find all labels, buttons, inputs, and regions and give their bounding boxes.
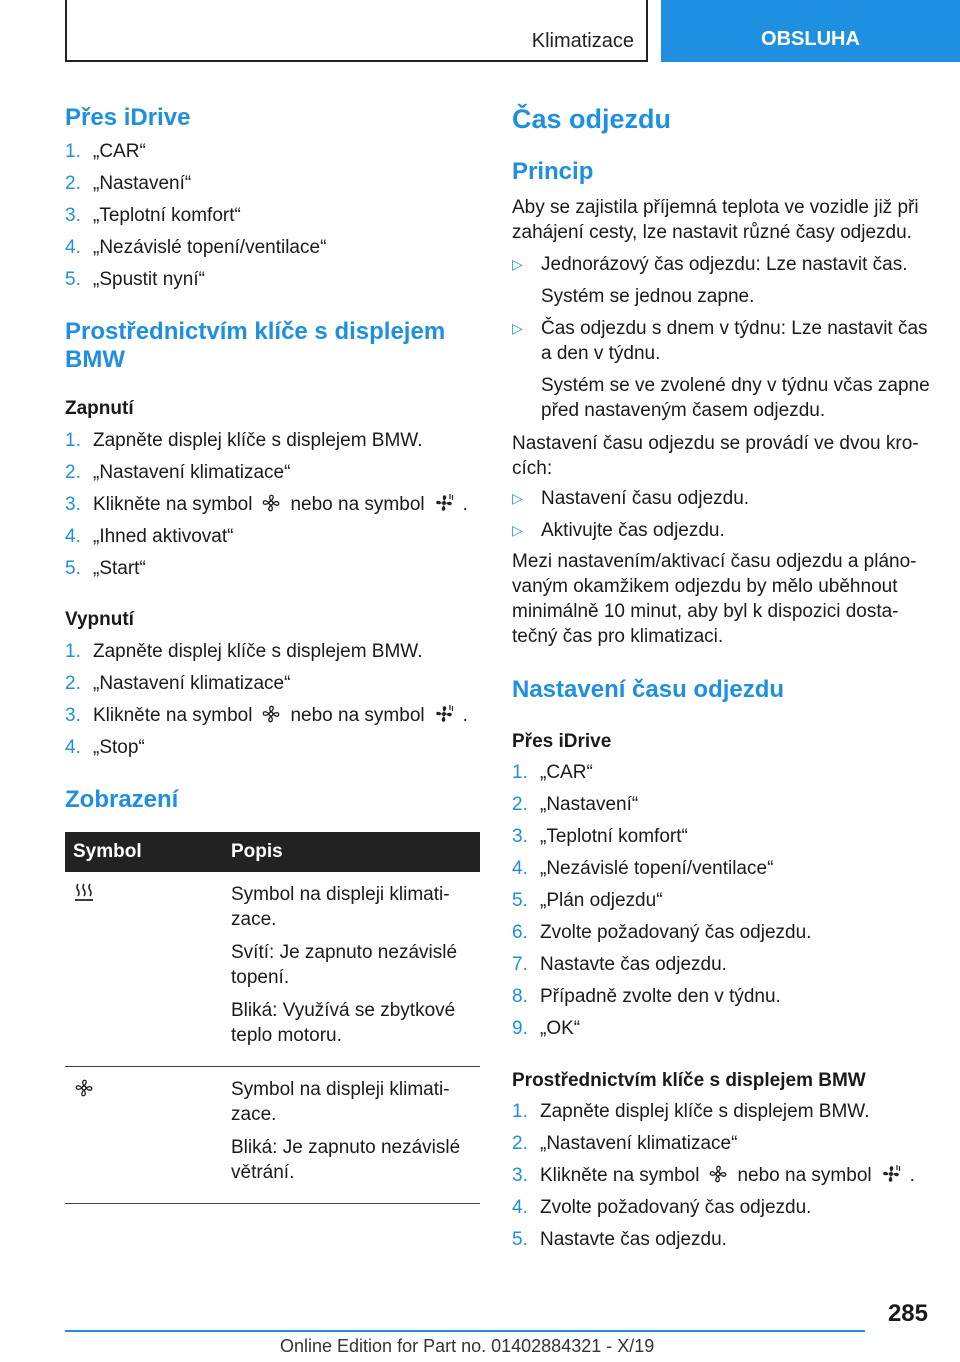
step-number: 4. (65, 526, 81, 547)
list-item (65, 136, 480, 168)
list-item (65, 457, 480, 489)
list-item (65, 553, 480, 585)
left-h-key: Prostřednictvím klíče s displejem BMW (65, 318, 446, 373)
step-number: 3. (512, 826, 528, 847)
fan-icon (73, 1077, 95, 1099)
step-text: Zvolte požadovaný čas odjezdu. (540, 922, 812, 943)
list-item: ▷ Čas odjezdu s dnem v týdnu: Lze nastavit čas a den v týdnu. Systém se ve zvolené dny v týdnu včas zapne před nastaveným časem odjezdu. (512, 318, 930, 421)
triangle-icon: ▷ (512, 490, 523, 506)
row1-line3: Bliká: Využívá se zbytkové teplo motoru. (231, 1000, 456, 1046)
step-number: 6. (512, 922, 528, 943)
step-text: „Plán odjezdu“ (540, 890, 663, 911)
list-item: ▷ Aktivujte čas odjezdu. (512, 520, 725, 541)
step-text: „Ihned aktivovat“ (93, 526, 234, 547)
step-number: 2. (65, 462, 81, 483)
step-text: Klikněte na symbol (93, 705, 253, 726)
step-number: 9. (512, 1018, 528, 1039)
right-idrive-steps (512, 757, 932, 1045)
step-number: 1. (65, 641, 81, 662)
footer-divider (65, 1330, 865, 1332)
step-text: „CAR“ (540, 762, 593, 783)
list-item (65, 264, 480, 296)
step-text: nebo na symbol (737, 1165, 872, 1186)
list-item (512, 1013, 932, 1045)
list-item (512, 789, 932, 821)
step-text: „Nastavení“ (93, 173, 192, 194)
list-item (65, 668, 480, 700)
step-text: „Nezávislé topení/ventilace“ (540, 858, 774, 879)
table-row (65, 872, 480, 1067)
step-number: 1. (512, 1101, 528, 1122)
step-number: 2. (512, 1133, 528, 1154)
step-text: „Start“ (93, 558, 146, 579)
step-number: 5. (65, 269, 81, 290)
left-off-steps (65, 636, 480, 764)
step-text: „Spustit nyní“ (93, 269, 205, 290)
step-number: 8. (512, 986, 528, 1007)
step-number: 1. (512, 762, 528, 783)
step-text: nebo na symbol (290, 705, 425, 726)
fan-icon (260, 492, 282, 514)
left-h-idrive: Přes iDrive (65, 104, 191, 131)
step-text: „Nezávislé topení/ventilace“ (93, 237, 327, 258)
triangle-icon: ▷ (512, 256, 523, 272)
step-text: Klikněte na symbol (93, 494, 253, 515)
list-item: ▷ Jednorázový čas odjezdu: Lze nastavit čas. Systém se jednou zapne. (512, 254, 908, 307)
right-h-idrive: Přes iDrive (512, 731, 612, 752)
step-text: Zapněte displej klíče s displejem BMW. (93, 430, 423, 451)
step-text: Nastavte čas odjezdu. (540, 1229, 727, 1250)
step-number: 3. (65, 205, 81, 226)
list-item (512, 885, 932, 917)
row2-line2: Bliká: Je zapnuto nezávislé větrání. (231, 1137, 461, 1183)
section-label: OBSLUHA (761, 27, 860, 50)
step-text: „Stop“ (93, 737, 145, 758)
symbol-table (65, 832, 480, 1204)
step-text: . (909, 1165, 915, 1186)
edition-text: Online Edition for Part no. 01402884321 - X/19 (280, 1336, 655, 1356)
step-text: Případně zvolte den v týdnu. (540, 986, 781, 1007)
table-header-symbol: Symbol (65, 832, 223, 872)
step-text: „Nastavení“ (540, 794, 639, 815)
header-frame (65, 0, 648, 62)
step-text: Zapněte displej klíče s displejem BMW. (540, 1101, 870, 1122)
step-number: 2. (65, 673, 81, 694)
step-number: 4. (512, 858, 528, 879)
list-item (65, 732, 480, 764)
step-text: „Teplotní komfort“ (93, 205, 241, 226)
step-number: 1. (65, 430, 81, 451)
fan-icon (260, 703, 282, 725)
step-text: Zvolte požadovaný čas odjezdu. (540, 1197, 812, 1218)
list-item (65, 489, 480, 521)
step-text: Nastavte čas odjezdu. (540, 954, 727, 975)
table-row (65, 1067, 480, 1204)
list-item (512, 853, 932, 885)
step-number: 7. (512, 954, 528, 975)
step-text: Zapněte displej klíče s displejem BMW. (93, 641, 423, 662)
step-number: 5. (65, 558, 81, 579)
list-item: ▷ Nastavení času odjezdu. (512, 488, 750, 509)
step-number: 3. (65, 705, 81, 726)
step-number: 5. (512, 1229, 528, 1250)
list-item (65, 700, 480, 732)
list-item (512, 981, 932, 1013)
list-item (65, 232, 480, 264)
step-number: 1. (65, 141, 81, 162)
list-item (512, 1096, 932, 1128)
list-item (65, 521, 480, 553)
step-number: 5. (512, 890, 528, 911)
principle-text: Aby se zajistila příjemná teplota ve vozidle již při zahájení cesty, lze nastavit různé časy odjezdu. (512, 197, 919, 243)
setup-text: Nastavení času odjezdu se provádí ve dvou kro-cích: (512, 433, 919, 479)
step-text: „CAR“ (93, 141, 146, 162)
right-h-key: Prostřednictvím klíče s displejem BMW (512, 1070, 866, 1091)
list-item (65, 200, 480, 232)
step-text: „Nastavení klimatizace“ (93, 462, 291, 483)
right-h-principle: Princip (512, 158, 594, 185)
list-item (512, 1160, 932, 1192)
step-number: 4. (65, 737, 81, 758)
step-text: „Nastavení klimatizace“ (540, 1133, 738, 1154)
list-item (512, 821, 932, 853)
fan-active-icon (433, 492, 455, 514)
row1-line1: Symbol na displeji klimati-zace. (231, 884, 450, 930)
right-h-setting: Nastavení času odjezdu (512, 676, 785, 703)
chapter-title: Klimatizace (531, 30, 634, 52)
step-text: „Nastavení klimatizace“ (93, 673, 291, 694)
step-number: 2. (65, 173, 81, 194)
left-h-off: Vypnutí (65, 609, 134, 630)
step-text: „OK“ (540, 1018, 581, 1039)
list-item (512, 1128, 932, 1160)
table-header-description: Popis (223, 832, 480, 872)
list-item (65, 425, 480, 457)
list-item (65, 168, 480, 200)
section-tab (661, 0, 960, 62)
step-text: Klikněte na symbol (540, 1165, 700, 1186)
step-text: nebo na symbol (290, 494, 425, 515)
fan-active-icon (880, 1163, 902, 1185)
step-number: 3. (65, 494, 81, 515)
list-item (512, 917, 932, 949)
bullets-1 (512, 252, 932, 423)
step-number: 4. (65, 237, 81, 258)
left-idrive-steps (65, 136, 480, 296)
step-number: 4. (512, 1197, 528, 1218)
bullets-2 (512, 486, 932, 543)
page-number: 285 (887, 1300, 928, 1327)
list-item (65, 636, 480, 668)
right-key-steps (512, 1096, 932, 1256)
triangle-icon: ▷ (512, 320, 523, 336)
heating-icon (73, 882, 95, 904)
list-item (512, 757, 932, 789)
step-text: . (462, 494, 468, 515)
minimum-time-text: Mezi nastavením/aktivací času odjezdu a pláno-vaným okamžikem odjezdu by mělo uběhnout minimálně 10 minut, aby byl k dispozici dosta-tečný čas pro klimatizaci. (512, 551, 917, 647)
step-text: „Teplotní komfort“ (540, 826, 688, 847)
step-number: 3. (512, 1165, 528, 1186)
list-item (512, 1224, 932, 1256)
triangle-icon: ▷ (512, 522, 523, 538)
left-h-display: Zobrazení (65, 786, 179, 813)
fan-active-icon (433, 703, 455, 725)
row2-line1: Symbol na displeji klimati-zace. (231, 1079, 450, 1125)
step-number: 2. (512, 794, 528, 815)
right-h-departure: Čas odjezdu (512, 104, 672, 134)
fan-icon (707, 1163, 729, 1185)
left-h-on: Zapnutí (65, 398, 134, 419)
list-item (512, 1192, 932, 1224)
left-on-steps (65, 425, 480, 585)
list-item (512, 949, 932, 981)
step-text: . (462, 705, 468, 726)
row1-line2: Svítí: Je zapnuto nezávislé topení. (231, 942, 458, 988)
